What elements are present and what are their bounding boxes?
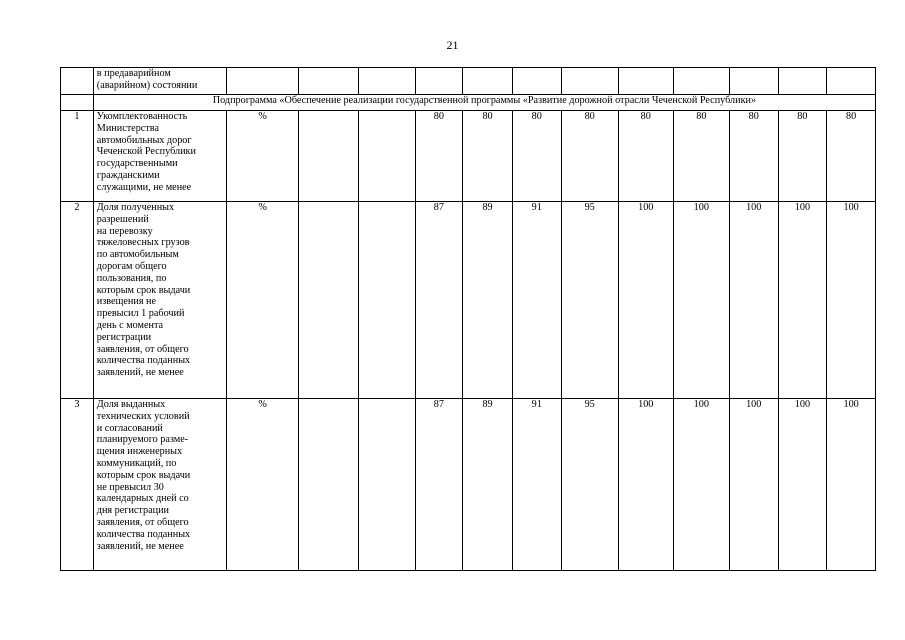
value-cell: 80 — [561, 111, 618, 202]
indicator-name: Доля полученных разрешений на перевозку тяжеловесных грузов по автомобильным дорогам общего пользования, по которым срок выдачи извещения не превысил 1 рабочий день с момента регистрации заявления, от общего количества поданных заявлений, не менее — [93, 202, 226, 399]
value-cell: 87 — [415, 202, 463, 399]
table-row — [61, 399, 876, 571]
value-cell: 91 — [512, 399, 561, 571]
value-cell — [359, 202, 415, 399]
value-cell — [673, 68, 729, 95]
value-cell: 95 — [561, 399, 618, 571]
value-cell — [299, 399, 359, 571]
row-number — [61, 68, 94, 95]
value-cell: 87 — [415, 399, 463, 571]
value-cell: 100 — [673, 399, 729, 571]
value-cell: 80 — [415, 111, 463, 202]
unit-cell: % — [227, 202, 299, 399]
unit-cell — [227, 68, 299, 95]
value-cell: 89 — [463, 399, 513, 571]
row-number — [61, 95, 94, 111]
value-cell: 100 — [618, 202, 673, 399]
page-number: 21 — [446, 38, 459, 52]
indicator-name: в предаварийном (аварийном) состоянии — [93, 68, 226, 95]
value-cell — [299, 111, 359, 202]
indicators-table — [60, 67, 876, 571]
value-cell: 100 — [729, 399, 778, 571]
value-cell: 100 — [778, 399, 827, 571]
value-cell: 91 — [512, 202, 561, 399]
value-cell — [299, 202, 359, 399]
unit-cell: % — [227, 111, 299, 202]
value-cell — [618, 68, 673, 95]
value-cell: 100 — [729, 202, 778, 399]
subprogram-row — [61, 95, 876, 111]
value-cell — [827, 68, 876, 95]
value-cell — [415, 68, 463, 95]
row-number: 1 — [61, 111, 94, 202]
indicator-name: Доля выданных технических условий и согласований планируемого разме- щения инженерных коммуникаций, по которым срок выдачи не превысил 30 календарных дней со дня регистрации заявления, от общего количества поданных заявлений, не менее — [93, 399, 226, 571]
value-cell: 100 — [827, 202, 876, 399]
value-cell — [463, 68, 513, 95]
subprogram-title: Подпрограмма «Обеспечение реализации государственной программы «Развитие дорожной отрасли Чеченской Республики» — [93, 95, 875, 111]
value-cell: 80 — [827, 111, 876, 202]
value-cell — [299, 68, 359, 95]
value-cell: 80 — [463, 111, 513, 202]
value-cell: 80 — [618, 111, 673, 202]
value-cell — [778, 68, 827, 95]
value-cell: 80 — [778, 111, 827, 202]
value-cell: 89 — [463, 202, 513, 399]
unit-cell: % — [227, 399, 299, 571]
table-row — [61, 202, 876, 399]
indicator-name: Укомплектованность Министерства автомобильных дорог Чеченской Республики государственными гражданскими служащими, не менее — [93, 111, 226, 202]
value-cell: 100 — [778, 202, 827, 399]
value-cell — [512, 68, 561, 95]
value-cell — [359, 68, 415, 95]
value-cell: 100 — [827, 399, 876, 571]
value-cell: 100 — [673, 202, 729, 399]
table-row — [61, 68, 876, 95]
value-cell: 100 — [618, 399, 673, 571]
row-number: 3 — [61, 399, 94, 571]
table-row — [61, 111, 876, 202]
value-cell: 80 — [729, 111, 778, 202]
row-number: 2 — [61, 202, 94, 399]
value-cell: 95 — [561, 202, 618, 399]
value-cell — [359, 111, 415, 202]
value-cell: 80 — [673, 111, 729, 202]
value-cell — [729, 68, 778, 95]
value-cell: 80 — [512, 111, 561, 202]
value-cell — [359, 399, 415, 571]
value-cell — [561, 68, 618, 95]
